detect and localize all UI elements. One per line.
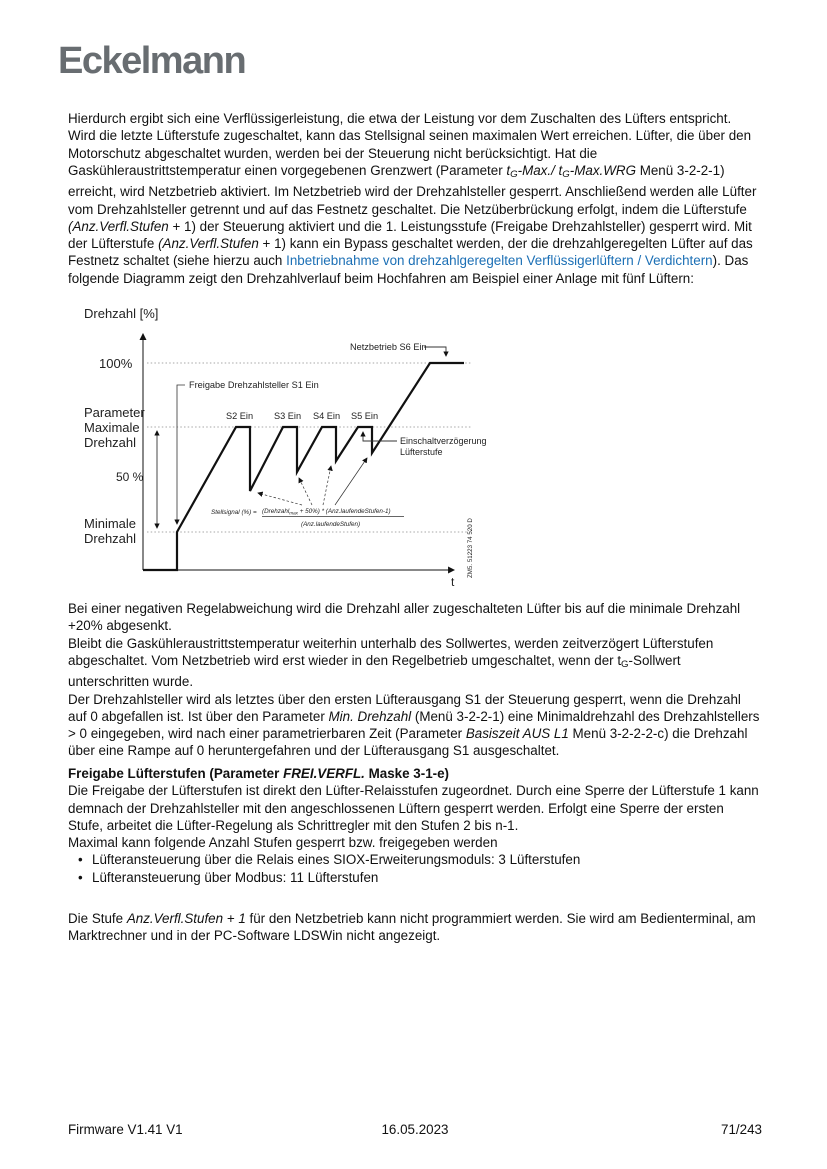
param-max-label-line1: Parameter	[84, 405, 145, 420]
text-segment: (Anz.Verfl.Stufen	[68, 218, 169, 234]
formula-pointer-1	[258, 493, 302, 505]
fifty-percent-label: 50 %	[116, 470, 144, 484]
paragraph	[68, 910, 762, 945]
formula-lhs: Stellsignal (%) =	[211, 509, 257, 516]
stage-label-s2: S2 Ein	[226, 411, 254, 421]
formula-pointer-3	[323, 466, 331, 505]
text-segment: -Max.WRG	[569, 162, 636, 178]
text-segment: + 1) der Steuerung aktiviert und die 1. Leistungsstufe (Freigabe Drehzahlsteller) gesperrt wird. Mit der Lüfterstufe	[68, 218, 752, 252]
param-max-label-line3: Drehzahl	[84, 435, 137, 450]
paragraph	[68, 600, 762, 635]
text-segment: Freigabe Lüfterstufen (Parameter	[68, 766, 284, 781]
text-segment: + 1) kann ein Bypass geschaltet werden, der die drehzahlgeregelten Lüfter auf das Festnetz schaltet (siehe hierzu auch	[68, 236, 753, 269]
text-segment: Der Drehzahlsteller wird als letztes über den ersten Lüfterausgang S1 der Steuerung gesperrt, wenn die Drehzahl auf 0 abgefallen ist. Ist über den Parameter	[68, 691, 741, 724]
bullet-item	[68, 851, 762, 868]
inline-link[interactable]: Inbetriebnahme von drehzahlgeregelten Verflüssigerlüftern / Verdichtern	[286, 253, 713, 269]
x-axis-t-label: t	[451, 575, 455, 589]
delay-label-line1: Einschaltverzögerung	[400, 436, 487, 446]
text-segment: Menü 3-2-2-2-c) die Drehzahl über eine Rampe auf 0 heruntergefahren und der Lüfterausgang S1 ausgeschaltet.	[68, 726, 748, 759]
delay-label-line2: Lüfterstufe	[400, 447, 443, 457]
text-segment: Maximal kann folgende Anzahl Stufen gesperrt bzw. freigegeben werden	[68, 835, 498, 851]
eckelmann-logo: Eckelmann	[58, 40, 246, 82]
text-segment: Menü 3-2-2-1) erreicht, wird Netzbetrieb aktiviert. Im Netzbetrieb wird der Drehzahlsteller gesperrt. Anschließend werden alle Lüfter vom Drehzahlsteller getrennt und auf das Festnetz geschaltet. Die Netzüberbrückung erfolgt, indem die Lüfterstufe	[68, 162, 757, 217]
formula-pointer-2	[299, 478, 312, 505]
bullet-icon: •	[78, 852, 83, 868]
text-segment: Hierdurch ergibt sich eine Verflüssigerleistung, die etwa der Leistung vor dem Zuschalten des Lüfters entspricht. Wird die letzte Lüfterstufe zugeschaltet, kann das Stellsignal seinen maximalen Wert erreichen. Lüfter, die über den Motorschutz abgeschaltet wurden, werden bei der Steuerung nicht berücksichtigt. Hat die Gaskühleraustrittstemperatur einen vorgegebenen Grenzwert (Parameter	[68, 111, 752, 178]
text-segment: Bei einer negativen Regelabweichung wird die Drehzahl aller zugeschalteten Lüfter bis auf die minimale Drehzahl +20% abgesenkt.	[68, 601, 741, 634]
text-segment: Min. Drehzahl	[328, 708, 412, 724]
netzbetrieb-label: Netzbetrieb S6 Ein	[350, 342, 427, 352]
text-segment: t	[506, 162, 511, 178]
text-segment: G	[510, 169, 518, 180]
drawing-number: ZM5. 51223 74 520 D	[467, 518, 474, 578]
formula-denominator: (Anz.laufendeStufen)	[301, 521, 361, 528]
stage-label-s4: S4 Ein	[313, 411, 341, 421]
text-segment: (Anz.Verfl.Stufen	[158, 236, 259, 252]
behavior-paragraphs	[68, 600, 762, 760]
stage-label-s3: S3 Ein	[274, 411, 302, 421]
text-segment: FREI.VERFL.	[283, 766, 365, 781]
text-segment: Basiszeit AUS L1	[465, 726, 569, 742]
text-segment: -Sollwert unterschritten wurde.	[68, 652, 681, 690]
text-segment: für den Netzbetrieb kann nicht programmiert werden. Sie wird am Bedienterminal, am Marktrechner und in der PC-Software LDSWin nicht angezeigt.	[68, 911, 756, 944]
intro-paragraph	[68, 110, 762, 287]
text-segment: Bleibt die Gaskühleraustrittstemperatur weiterhin unterhalb des Sollwertes, werden zeitverzögert Lüfterstufen abgeschaltet. Vom Netzbetrieb wird erst wieder in den Regelbetrieb umgeschaltet, wenn der t	[68, 635, 714, 668]
stage-label-s5: S5 Ein	[351, 411, 379, 421]
text-segment: Anz.Verfl.Stufen + 1	[126, 911, 246, 926]
section-heading	[68, 765, 762, 782]
paragraph	[68, 110, 762, 287]
min-label-line2: Drehzahl	[84, 531, 137, 546]
bullet-text: Lüfteransteuerung über die Relais eines SIOX-Erweiterungsmoduls: 3 Lüfterstufen	[92, 852, 581, 868]
text-segment: Die Stufe	[68, 911, 127, 926]
text-segment: t	[558, 162, 563, 178]
text-segment: G	[562, 169, 570, 180]
text-segment: -Max./	[517, 162, 559, 178]
footer-page-number: 71/243	[721, 1122, 762, 1137]
text-segment: Die Freigabe der Lüfterstufen ist direkt den Lüfter-Relaisstufen zugeordnet. Durch eine Sperre der Lüfterstufe 1 kann demnach der Drehzahlsteller mit den angeschlossenen Lüftern gesperrt werden. Erfolgt eine Sperre der ersten Stufe, arbeitet die Lüfter-Regelung als Schrittregler mit den Stufen 2 bis n-1.	[68, 783, 759, 833]
freigabe-section	[68, 765, 762, 886]
paragraph	[68, 635, 762, 691]
s1-release-line	[177, 385, 185, 524]
netzbetrieb-callout-line	[424, 347, 446, 356]
text-segment: G	[621, 659, 629, 670]
text-segment: ). Das folgende Diagramm zeigt den Drehzahlverlauf beim Hochfahren am Beispiel einer Anlage mit fünf Lüftern:	[68, 253, 749, 286]
paragraph	[68, 691, 762, 760]
bullet-text: Lüfteransteuerung über Modbus: 11 Lüfterstufen	[92, 869, 379, 885]
min-label-line1: Minimale	[84, 516, 137, 531]
note-paragraph	[68, 910, 762, 945]
bullet-icon: •	[78, 869, 83, 885]
speed-ramp-diagram	[60, 300, 500, 600]
freigabe-s1-label: Freigabe Drehzahlsteller S1 Ein	[189, 380, 319, 390]
text-segment: (Menü 3-2-2-1) eine Minimaldrehzahl des Drehzahlstellers > 0 eingegeben, wird nach einer parametrierbaren Zeit (Parameter	[68, 708, 760, 742]
formula-pointer-4	[335, 458, 367, 505]
tick-100pct: 100%	[99, 356, 133, 371]
footer-date: 16.05.2023	[381, 1122, 449, 1137]
diagram-y-axis-label: Drehzahl [%]	[84, 306, 159, 321]
bullet-item	[68, 869, 762, 886]
speed-curve	[143, 363, 464, 570]
param-max-label-line2: Maximale	[84, 420, 140, 435]
footer-firmware: Firmware V1.41 V1	[68, 1122, 183, 1137]
paragraph	[68, 834, 762, 851]
paragraph	[68, 782, 762, 834]
formula-numerator: (Drehzahl$_{max}$ + 50%) * (Anz.laufendeStufen-1)	[262, 508, 391, 516]
text-segment: Maske 3-1-e)	[364, 766, 450, 781]
